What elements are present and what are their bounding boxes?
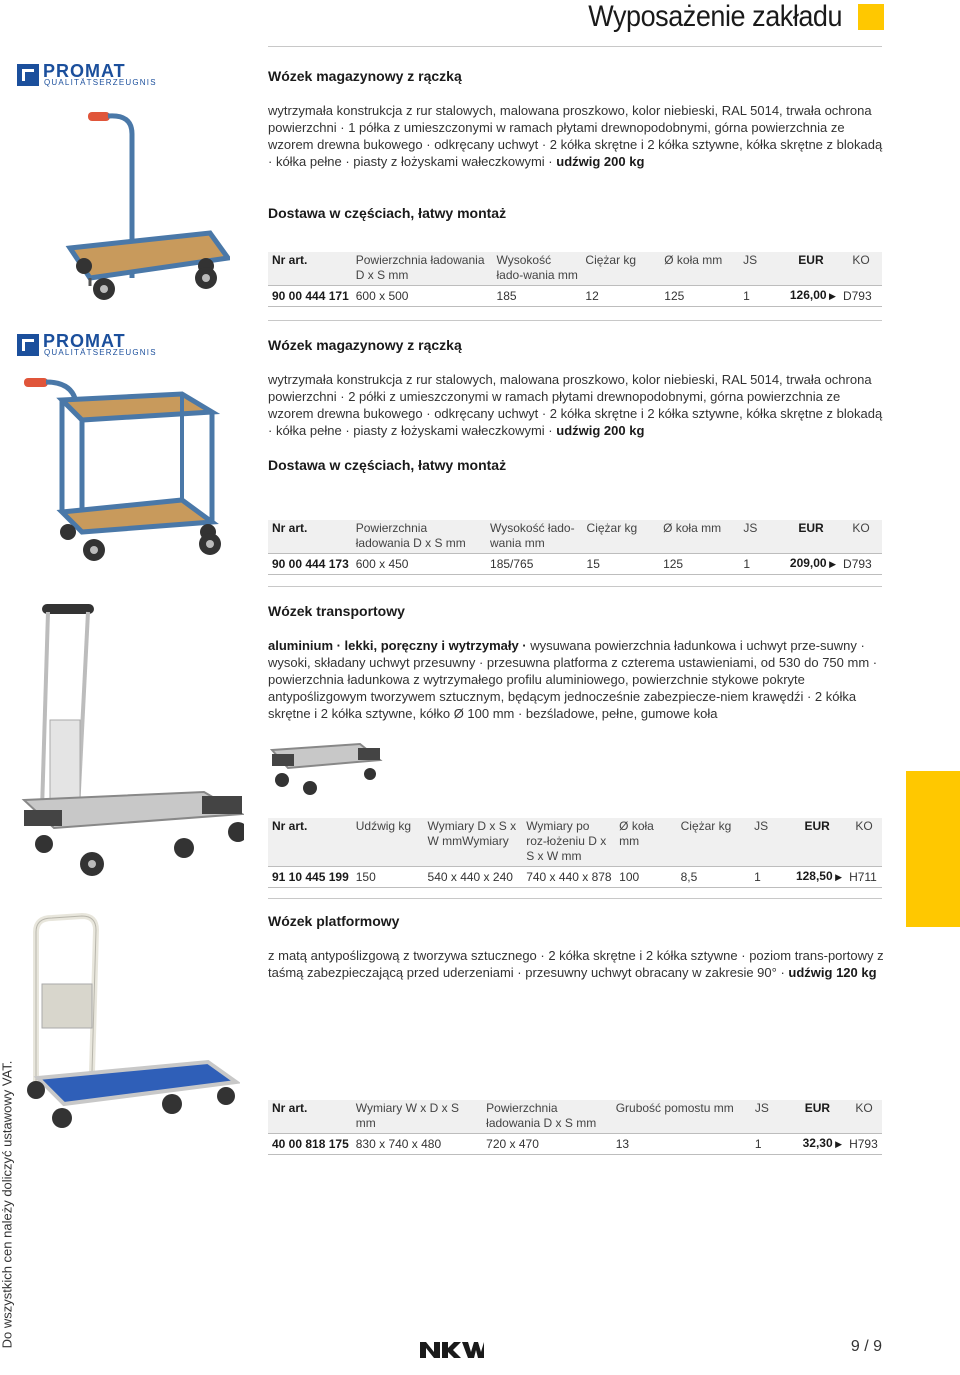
cell-wheel: 125: [659, 554, 739, 575]
table-header-row: [268, 252, 882, 286]
table-header-row: [268, 1100, 882, 1134]
promat-logo-mark-icon: [17, 64, 39, 86]
cell-price: 32,30 ▶: [789, 1134, 845, 1155]
col-load-height: Wysokość łado-wania mm: [486, 520, 583, 554]
product-1-cart-image: [60, 108, 230, 306]
cell-art: 90 00 444 173: [268, 554, 352, 575]
table-row: [268, 286, 882, 307]
col-js: JS: [751, 1100, 789, 1134]
cell-load-area: 600 x 450: [352, 554, 486, 575]
cell-ko: H711: [845, 867, 882, 888]
col-ko: KO: [839, 520, 882, 554]
section-divider: [268, 320, 882, 321]
col-dimensions: Wymiary W x D x S mm: [352, 1100, 482, 1134]
table-header-row: [268, 520, 882, 554]
col-wheel: Ø koła mm: [615, 818, 676, 867]
product-4-title: Wózek platformowy: [268, 913, 400, 929]
promat-logo-mark-icon: [17, 334, 39, 356]
col-load-height: Wysokość łado-wania mm: [493, 252, 582, 286]
product-2-delivery-note: Dostawa w częściach, łatwy montaż: [268, 457, 507, 473]
col-eur: EUR: [788, 818, 845, 867]
product-2-table: [268, 520, 882, 575]
logo-subtitle: QUALITÄTSERZEUGNIS: [44, 348, 157, 357]
cell-weight: 12: [581, 286, 660, 307]
section-divider: [268, 898, 882, 899]
col-eur: EUR: [782, 252, 839, 286]
cell-price: 128,50 ▶: [788, 867, 845, 888]
cell-ko: D793: [839, 286, 882, 307]
col-ko: KO: [839, 252, 882, 286]
product-3-description: aluminium · lekki, poręczny i wytrzymały · wysuwana powierzchnia ładunkowa i uchwyt prze-suwny · wysoki, składany uchwyt przesuwny · przesuwna platforma z czterema ustawieniami, od 530 do 750 mm · powierzchnia ładunkowa z wytrzymałego profilu aluminiowego, powierzchnie stykowe pokryte antypoślizgowym tworzywem sztucznym, będącym jednocześnie zabezpiecze-niem krawędźi · 2 kółka skrętne i 2 kółka sztywne, kółko Ø 100 mm · bezśladowe, pełne, gumowe koła: [268, 638, 878, 721]
vat-note: Do wszystkich cen należy doliczyć ustawowy VAT.: [0, 1060, 15, 1349]
section-divider: [268, 586, 882, 587]
product-3-title: Wózek transportowy: [268, 603, 405, 619]
product-4-description: z matą antypoślizgową z tworzywa sztucznego · 2 kółka skrętne i 2 kółka sztywne · poziom trans-portowy z taśmą zabezpieczającą przed uderzeniami · przesuwny uchwyt obracany w zakresie 90° · udźwig 120 kg: [268, 948, 884, 980]
logo-word: PROMAT: [43, 61, 126, 81]
cell-price: 126,00 ▶: [782, 286, 839, 307]
logo-word: PROMAT: [43, 331, 126, 351]
col-wheel: Ø koła mm: [659, 520, 739, 554]
col-eur: EUR: [782, 520, 839, 554]
col-ko: KO: [845, 1100, 882, 1134]
table-header-row: [268, 818, 882, 867]
promat-logo: [17, 61, 165, 88]
col-eur: EUR: [789, 1100, 845, 1134]
cell-wheel: 100: [615, 867, 676, 888]
col-art: Nr art.: [268, 252, 352, 286]
product-3-table: [268, 818, 882, 888]
page-title: Wyposażenie zakładu: [588, 0, 842, 33]
product-3-folded-image: [266, 740, 386, 800]
promat-logo: [17, 331, 165, 358]
cell-dimensions: 540 x 440 x 240: [424, 867, 523, 888]
table-row: [268, 554, 882, 575]
col-dimensions: Wymiary D x S x W mmWymiary: [424, 818, 523, 867]
col-capacity: Udźwig kg: [352, 818, 424, 867]
product-1-table: [268, 252, 882, 307]
cell-weight: 8,5: [677, 867, 750, 888]
title-divider: [268, 46, 882, 47]
cell-deck-thickness: 13: [612, 1134, 751, 1155]
col-load-area: Powierzchnia ładowania D x S mm: [352, 252, 493, 286]
cell-art: 90 00 444 171: [268, 286, 352, 307]
cell-js: 1: [750, 867, 788, 888]
product-4-table: [268, 1100, 882, 1155]
col-weight: Ciężar kg: [677, 818, 750, 867]
product-1-description: wytrzymała konstrukcja z rur stalowych, malowana proszkowo, kolor niebieski, RAL 5014, trwała ochrona powierzchni · 1 półka z umieszczonymi w ramach płytami drewnopodobnymi, górna powierzchnia ze wzorem drewna bukowego · odkręcany uchwyt · 2 kółka skrętne i 2 kółka sztywne, kółka skrętne z blokadą · kółka pełne · piasty z łożyskami wałeczkowymi · udźwig 200 kg: [268, 103, 883, 169]
col-art: Nr art.: [268, 520, 352, 554]
col-weight: Ciężar kg: [583, 520, 660, 554]
col-load-area: Powierzchnia ładowania D x S mm: [482, 1100, 612, 1134]
cell-unfolded-dimensions: 740 x 440 x 878: [522, 867, 615, 888]
cell-dimensions: 830 x 740 x 480: [352, 1134, 482, 1155]
cell-js: 1: [739, 554, 782, 575]
col-deck-thickness: Grubość pomostu mm: [612, 1100, 751, 1134]
cell-art: 91 10 445 199: [268, 867, 352, 888]
side-tab-marker: [906, 771, 960, 927]
product-4-platform-cart-image: [22, 912, 240, 1134]
col-ko: KO: [845, 818, 882, 867]
cell-weight: 15: [583, 554, 660, 575]
product-2-description: wytrzymała konstrukcja z rur stalowych, malowana proszkowo, kolor niebieski, RAL 5014, trwała ochrona powierzchni · 2 półki z umieszczonymi w ramach płytami drewnopodobnymi, górna powierzchnia ze wzorem drewna bukowego · odkręcany uchwyt · 2 kółka skrętne i 2 kółka sztywne, kółka skrętne z blokadą · kółka pełne · piasty z łożyskami wałeczkowymi · udźwig 200 kg: [268, 372, 883, 438]
col-wheel: Ø koła mm: [660, 252, 739, 286]
table-row: [268, 1134, 882, 1155]
logo-subtitle: QUALITÄTSERZEUGNIS: [44, 78, 157, 87]
product-1-delivery-note: Dostawa w częściach, łatwy montaż: [268, 205, 507, 221]
cell-ko: D793: [839, 554, 882, 575]
title-accent-square: [858, 4, 884, 30]
cell-js: 1: [751, 1134, 789, 1155]
col-js: JS: [750, 818, 788, 867]
cell-js: 1: [739, 286, 782, 307]
cell-capacity: 150: [352, 867, 424, 888]
cell-art: 40 00 818 175: [268, 1134, 352, 1155]
col-js: JS: [739, 520, 782, 554]
product-2-title: Wózek magazynowy z rączką: [268, 337, 462, 353]
col-load-area: Powierzchnia ładowania D x S mm: [352, 520, 486, 554]
cell-load-area: 720 x 470: [482, 1134, 612, 1155]
col-unfolded-dimensions: Wymiary po roz-łożeniu D x S x W mm: [522, 818, 615, 867]
cell-wheel: 125: [660, 286, 739, 307]
cell-load-height: 185: [493, 286, 582, 307]
col-weight: Ciężar kg: [581, 252, 660, 286]
product-2-cart-image: [22, 372, 232, 570]
product-3-trolley-image: [14, 600, 244, 880]
cell-ko: H793: [845, 1134, 882, 1155]
table-row: [268, 867, 882, 888]
col-js: JS: [739, 252, 782, 286]
cell-load-area: 600 x 500: [352, 286, 493, 307]
cell-load-height: 185/765: [486, 554, 583, 575]
col-art: Nr art.: [268, 1100, 352, 1134]
product-1-title: Wózek magazynowy z rączką: [268, 68, 462, 84]
col-art: Nr art.: [268, 818, 352, 867]
nkw-brand-logo-icon: [420, 1340, 484, 1358]
page-number: 9 / 9: [850, 1338, 882, 1355]
cell-price: 209,00 ▶: [782, 554, 839, 575]
